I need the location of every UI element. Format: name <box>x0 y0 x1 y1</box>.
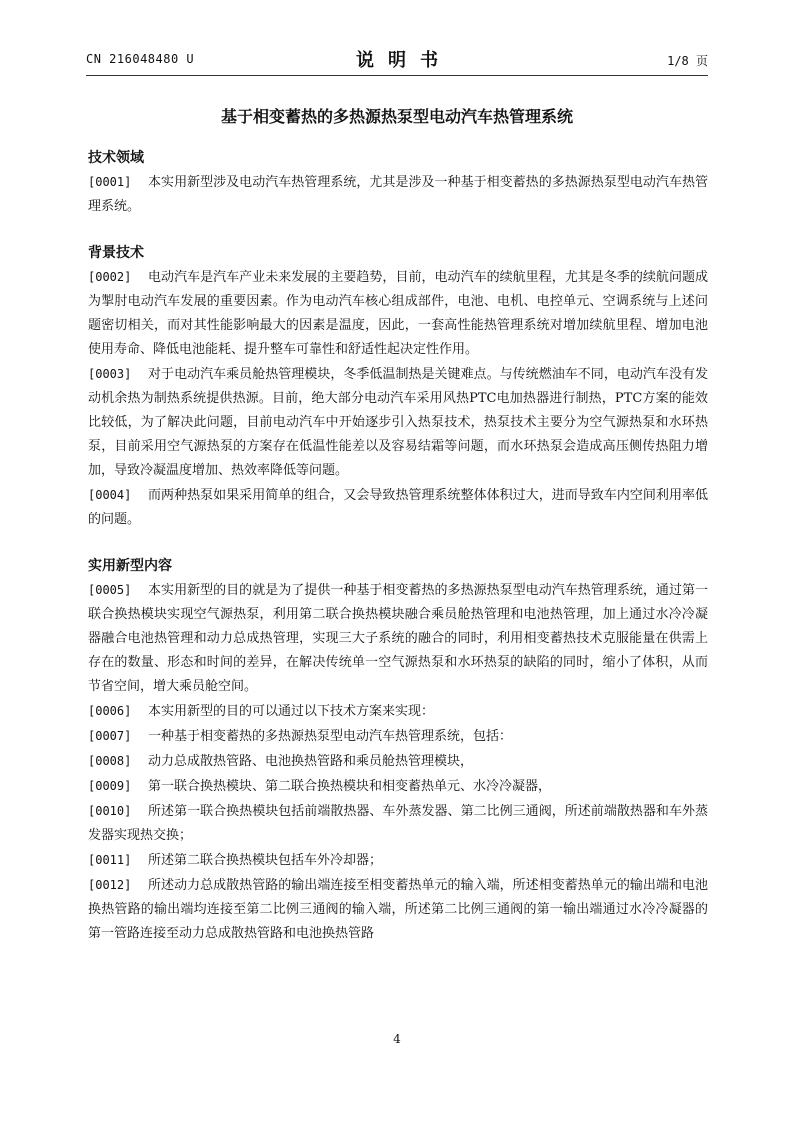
page-header <box>86 48 708 72</box>
page-info: 1/8 页 <box>667 54 708 68</box>
paragraph <box>88 724 708 749</box>
paragraph-text: 第一联合换热模块、第二联合换热模块和相变蓄热单元、水冷冷凝器， <box>148 779 552 794</box>
paragraph <box>88 578 708 699</box>
paragraph-text: 本实用新型的目的可以通过以下技术方案来实现： <box>148 704 435 719</box>
paragraph-number: [0005] <box>88 583 132 597</box>
document-title: 基于相变蓄热的多热源热泵型电动汽车热管理系统 <box>220 107 573 126</box>
document-number: CN 216048480 U <box>86 52 195 66</box>
paragraph <box>88 749 708 774</box>
paragraph <box>88 170 708 219</box>
header-divider <box>86 75 708 76</box>
paragraph-number: [0008] <box>88 754 132 768</box>
paragraph-text: 本实用新型涉及电动汽车热管理系统，尤其是涉及一种基于相变蓄热的多热源热泵型电动汽车热管理系统。 <box>88 175 708 214</box>
paragraph-number: [0003] <box>88 367 132 381</box>
paragraph-text: 电动汽车是汽车产业未来发展的主要趋势，目前，电动汽车的续航里程，尤其是冬季的续航问题成为掣肘电动汽车发展的重要因素。作为电动汽车核心组成部件，电池、电机、电控单元、空调系统与上述问题密切相关，而对其性能影响最大的因素是温度，因此，一套高性能热管理系统对增加续航里程、增加电池使用寿命、降低电池能耗、提升整车可靠性和舒适性起决定性作用。 <box>88 270 708 357</box>
page-number: 4 <box>393 1032 401 1046</box>
paragraph <box>88 799 708 848</box>
paragraph <box>88 362 708 483</box>
paragraph-number: [0004] <box>88 488 132 502</box>
section-heading-utility-content: 实用新型内容 <box>88 558 172 574</box>
paragraph <box>88 774 708 799</box>
paragraph-number: [0006] <box>88 704 132 718</box>
paragraph-text: 而两种热泵如果采用简单的组合，又会导致热管理系统整体体积过大，进而导致车内空间利用率低的问题。 <box>88 488 708 527</box>
paragraph <box>88 483 708 532</box>
paragraph-number: [0011] <box>88 853 132 867</box>
paragraph-number: [0010] <box>88 804 132 818</box>
paragraph-text: 本实用新型的目的就是为了提供一种基于相变蓄热的多热源热泵型电动汽车热管理系统，通过第一联合换热模块实现空气源热泵，利用第二联合换热模块融合乘员舱热管理和电池热管理，加上通过水冷冷凝器融合电池热管理和动力总成热管理，实现三大子系统的融合的同时，利用相变蓄热技术克服能量在供需上存在的数量、形态和时间的差异，在解决传统单一空气源热泵和水环热泵的缺陷的同时，缩小了体积，从而节省空间，增大乘员舱空间。 <box>88 583 708 694</box>
document-type: 说明书 <box>356 50 452 71</box>
paragraph-text: 一种基于相变蓄热的多热源热泵型电动汽车热管理系统，包括： <box>148 729 513 744</box>
paragraph <box>88 848 708 873</box>
paragraph-text: 所述第二联合换热模块包括车外冷却器； <box>148 853 383 868</box>
paragraph-number: [0012] <box>88 878 132 892</box>
paragraph-number: [0002] <box>88 270 132 284</box>
paragraph-text: 所述第一联合换热模块包括前端散热器、车外蒸发器、第二比例三通阀，所述前端散热器和车外蒸发器实现热交换； <box>88 804 708 843</box>
section-heading-background: 背景技术 <box>88 245 144 261</box>
document-body <box>88 146 708 946</box>
paragraph-text: 对于电动汽车乘员舱热管理模块，冬季低温制热是关键难点。与传统燃油车不同，电动汽车没有发动机余热为制热系统提供热源。目前，绝大部分电动汽车采用风热PTC电加热器进行制热，PTC方案的能效比较低，为了解决此问题，目前电动汽车中开始逐步引入热泵技术，热泵技术主要分为空气源热泵和水环热泵，目前采用空气源热泵的方案存在低温性能差以及容易结霜等问题，而水环热泵会造成高压侧传热阻力增加，导致冷凝温度增加、热效率降低等问题。 <box>88 367 708 478</box>
paragraph-text: 动力总成散热管路、电池换热管路和乘员舱热管理模块， <box>148 754 474 769</box>
paragraph-number: [0001] <box>88 175 132 189</box>
paragraph-number: [0007] <box>88 729 132 743</box>
paragraph-text: 所述动力总成散热管路的输出端连接至相变蓄热单元的输入端，所述相变蓄热单元的输出端和电池换热管路的输出端均连接至第二比例三通阀的输入端，所述第二比例三通阀的第一输出端通过水冷冷凝器的第一管路连接至动力总成散热管路和电池换热管路 <box>88 878 708 941</box>
section-heading-technical-field: 技术领域 <box>88 150 144 166</box>
paragraph-number: [0009] <box>88 779 132 793</box>
paragraph <box>88 873 708 946</box>
paragraph <box>88 699 708 724</box>
paragraph <box>88 265 708 362</box>
